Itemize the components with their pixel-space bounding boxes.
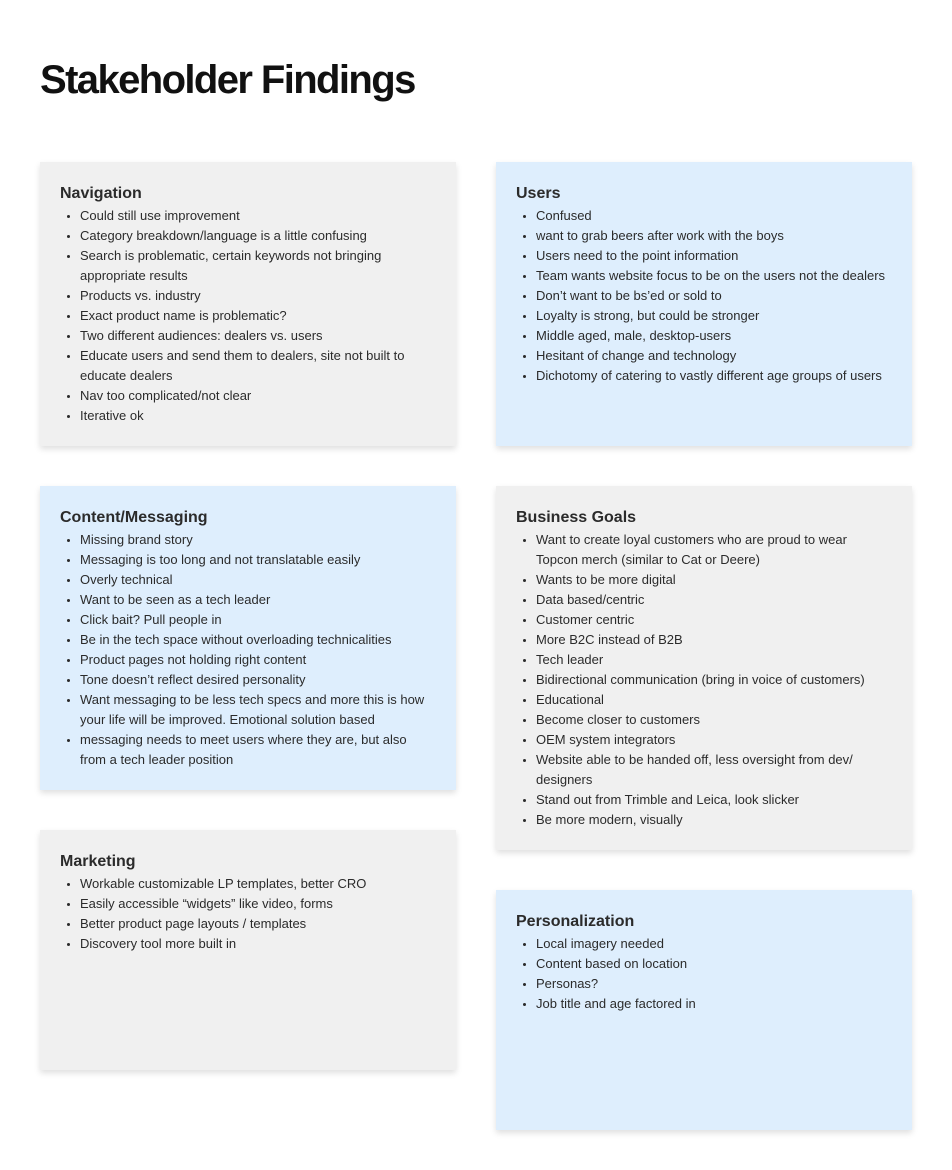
card-title: Business Goals [516,509,637,526]
list-item: • Team wants website focus to be on the users not the dealers [536,266,892,286]
list-item: • Better product page layouts / templates [80,914,436,934]
list-item: • Middle aged, male, desktop-users [536,326,892,346]
list-item: • Loyalty is strong, but could be stronger [536,306,892,326]
list-item: • Job title and age factored in [536,994,892,1014]
list-item: • Stand out from Trimble and Leica, look slicker [536,790,892,810]
list-item: • Products vs. industry [80,286,436,306]
card-users [496,162,912,446]
card-list [516,206,892,386]
list-item: • Tone doesn’t reflect desired personality [80,670,436,690]
card-business-goals [496,486,912,850]
list-item: • Exact product name is problematic? [80,306,436,326]
list-item: • Search is problematic, certain keywords not bringing appropriate results [80,246,436,286]
list-item: • Data based/centric [536,590,892,610]
list-item: • Want messaging to be less tech specs and more this is how your life will be improved. Emotional solution based [80,690,436,730]
list-item: • OEM system integrators [536,730,892,750]
list-item: • Local imagery needed [536,934,892,954]
list-item: • Dichotomy of catering to vastly different age groups of users [536,366,892,386]
list-item: • Become closer to customers [536,710,892,730]
list-item: • Overly technical [80,570,436,590]
list-item: • Be in the tech space without overloading technicalities [80,630,436,650]
card-personalization [496,890,912,1130]
card-title: Marketing [60,853,136,870]
list-item: • Iterative ok [80,406,436,426]
list-item: • Easily accessible “widgets” like video, forms [80,894,436,914]
card-content-messaging [40,486,456,790]
list-item: • messaging needs to meet users where they are, but also from a tech leader position [80,730,436,770]
list-item: • Hesitant of change and technology [536,346,892,366]
card-title: Users [516,185,561,202]
page-title: Stakeholder Findings [40,58,415,102]
card-marketing [40,830,456,1070]
list-item: • Click bait? Pull people in [80,610,436,630]
list-item: • Could still use improvement [80,206,436,226]
card-list [60,206,436,426]
card-list [516,530,892,830]
list-item: • Messaging is too long and not translatable easily [80,550,436,570]
list-item: • Educate users and send them to dealers, site not built to educate dealers [80,346,436,386]
card-title: Content/Messaging [60,509,208,526]
list-item: • Wants to be more digital [536,570,892,590]
list-item: • Discovery tool more built in [80,934,436,954]
card-list [60,874,436,954]
card-list [60,530,436,770]
list-item: • Tech leader [536,650,892,670]
list-item: • Want to be seen as a tech leader [80,590,436,610]
card-title: Navigation [60,185,142,202]
card-title: Personalization [516,913,635,930]
list-item: • Category breakdown/language is a little confusing [80,226,436,246]
list-item: • Nav too complicated/not clear [80,386,436,406]
list-item: • More B2C instead of B2B [536,630,892,650]
list-item: • Workable customizable LP templates, better CRO [80,874,436,894]
list-item: • Customer centric [536,610,892,630]
list-item: • Content based on location [536,954,892,974]
list-item: • Product pages not holding right content [80,650,436,670]
card-list [516,934,892,1014]
list-item: • Bidirectional communication (bring in voice of customers) [536,670,892,690]
list-item: • Personas? [536,974,892,994]
list-item: • Educational [536,690,892,710]
list-item: • want to grab beers after work with the boys [536,226,892,246]
list-item: • Be more modern, visually [536,810,892,830]
list-item: • Don’t want to be bs’ed or sold to [536,286,892,306]
list-item: • Users need to the point information [536,246,892,266]
list-item: • Confused [536,206,892,226]
list-item: • Two different audiences: dealers vs. users [80,326,436,346]
list-item: • Want to create loyal customers who are proud to wear Topcon merch (similar to Cat or Deere) [536,530,892,570]
card-navigation [40,162,456,446]
list-item: • Website able to be handed off, less oversight from dev/ designers [536,750,892,790]
list-item: • Missing brand story [80,530,436,550]
